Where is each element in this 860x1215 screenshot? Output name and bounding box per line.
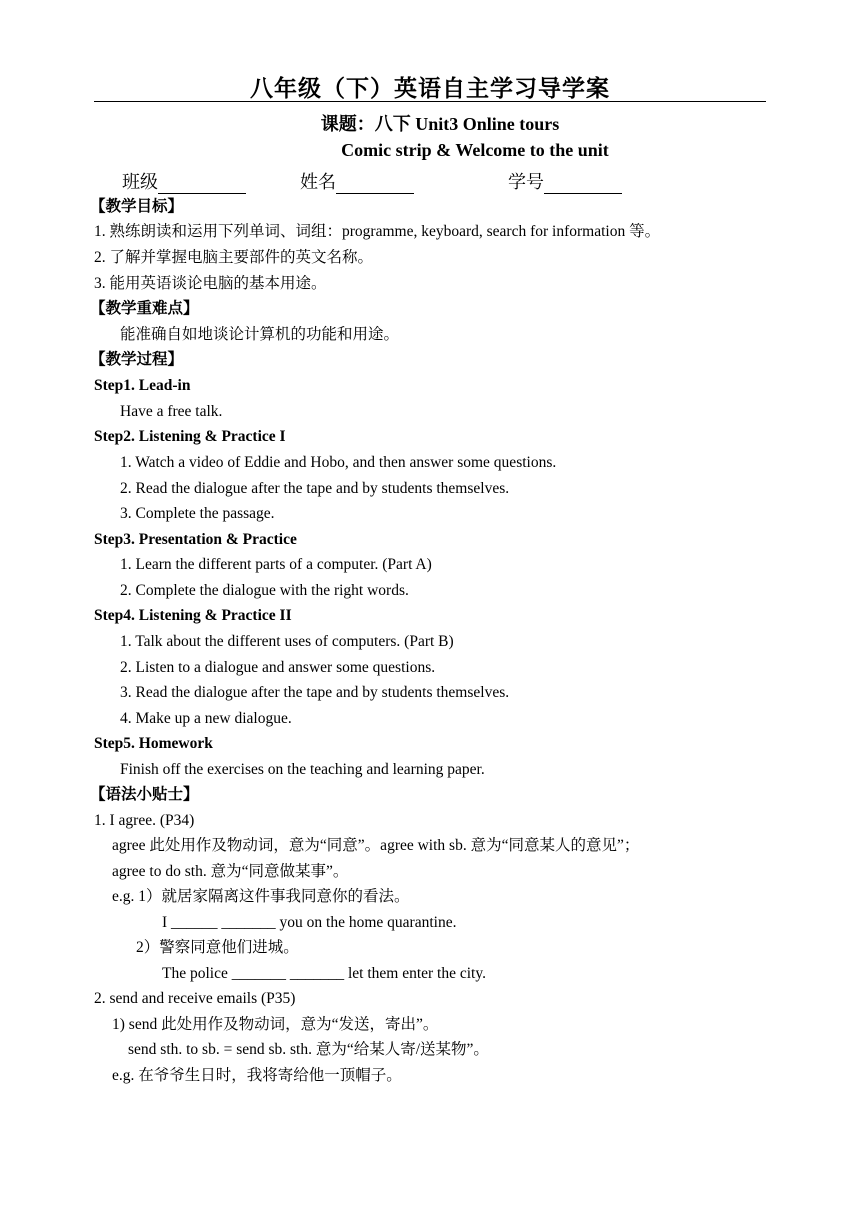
step-item: Have a free talk. <box>120 403 223 420</box>
step-item: 2. Complete the dialogue with the right words. <box>120 582 409 599</box>
step-item: 3. Read the dialogue after the tape and by students themselves. <box>120 684 510 701</box>
grammar-example: e.g. 在爷爷生日时，我将寄给他一顶帽子。 <box>112 1067 402 1084</box>
grammar-example-blank: I ______ _______ you on the home quarantine. <box>162 914 457 931</box>
step-item: 1. Watch a video of Eddie and Hobo, and then answer some questions. <box>120 454 557 471</box>
number-label: 学号 <box>508 172 544 192</box>
step-title: Step1. Lead-in <box>94 377 191 394</box>
step-title: Step4. Listening & Practice II <box>94 607 292 624</box>
objective-item: 2. 了解并掌握电脑主要部件的英文名称。 <box>94 249 374 266</box>
name-blank[interactable] <box>336 175 414 194</box>
step-item: 1. Talk about the different uses of computers. (Part B) <box>120 633 454 650</box>
grammar-example-blank: The police _______ _______ let them enter the city. <box>162 965 486 982</box>
class-field <box>122 168 246 194</box>
class-label: 班级 <box>122 172 158 192</box>
grammar-text: 1) send 此处用作及物动词，意为“发送，寄出”。 <box>112 1016 439 1033</box>
grammar-point-title: 1. I agree. (P34) <box>94 812 195 829</box>
page-title: 八年级（下）英语自主学习导学案 <box>250 76 610 102</box>
grammar-example: 2）警察同意他们进城。 <box>136 939 299 956</box>
lesson-topic: 课题：八下 Unit3 Online tours <box>320 114 560 134</box>
step-title: Step3. Presentation & Practice <box>94 531 297 548</box>
grammar-text: send sth. to sb. = send sb. sth. 意为“给某人寄/送某物”。 <box>128 1041 489 1058</box>
objective-item: 3. 能用英语谈论电脑的基本用途。 <box>94 275 327 292</box>
key-points-text: 能准确自如地谈论计算机的功能和用途。 <box>120 326 400 343</box>
process-heading: 【教学过程】 <box>90 351 184 368</box>
grammar-text: agree to do sth. 意为“同意做某事”。 <box>112 863 349 880</box>
step-item: Finish off the exercises on the teaching and learning paper. <box>120 761 485 778</box>
grammar-example: e.g. 1）就居家隔离这件事我同意你的看法。 <box>112 888 410 905</box>
step-item: 2. Read the dialogue after the tape and by students themselves. <box>120 480 510 497</box>
number-blank[interactable] <box>544 175 622 194</box>
objective-item: 1. 熟练朗读和运用下列单词、词组：programme, keyboard, search for information 等。 <box>94 223 661 240</box>
step-item: 1. Learn the different parts of a computer. (Part A) <box>120 556 432 573</box>
step-title: Step2. Listening & Practice I <box>94 428 286 445</box>
step-item: 4. Make up a new dialogue. <box>120 710 292 727</box>
step-item: 2. Listen to a dialogue and answer some questions. <box>120 659 436 676</box>
grammar-heading: 【语法小贴士】 <box>90 786 199 803</box>
title-divider <box>94 101 766 102</box>
name-label: 姓名 <box>300 172 336 192</box>
grammar-point-title: 2. send and receive emails (P35) <box>94 990 296 1007</box>
class-blank[interactable] <box>158 175 246 194</box>
grammar-text: agree 此处用作及物动词，意为“同意”。agree with sb. 意为“同意某人的意见”； <box>112 837 640 854</box>
key-points-heading: 【教学重难点】 <box>90 300 199 317</box>
student-number-field <box>508 168 622 194</box>
lesson-subtopic: Comic strip & Welcome to the unit <box>341 140 609 160</box>
objectives-heading: 【教学目标】 <box>90 198 184 215</box>
name-field <box>300 168 414 194</box>
step-item: 3. Complete the passage. <box>120 505 275 522</box>
step-title: Step5. Homework <box>94 735 213 752</box>
